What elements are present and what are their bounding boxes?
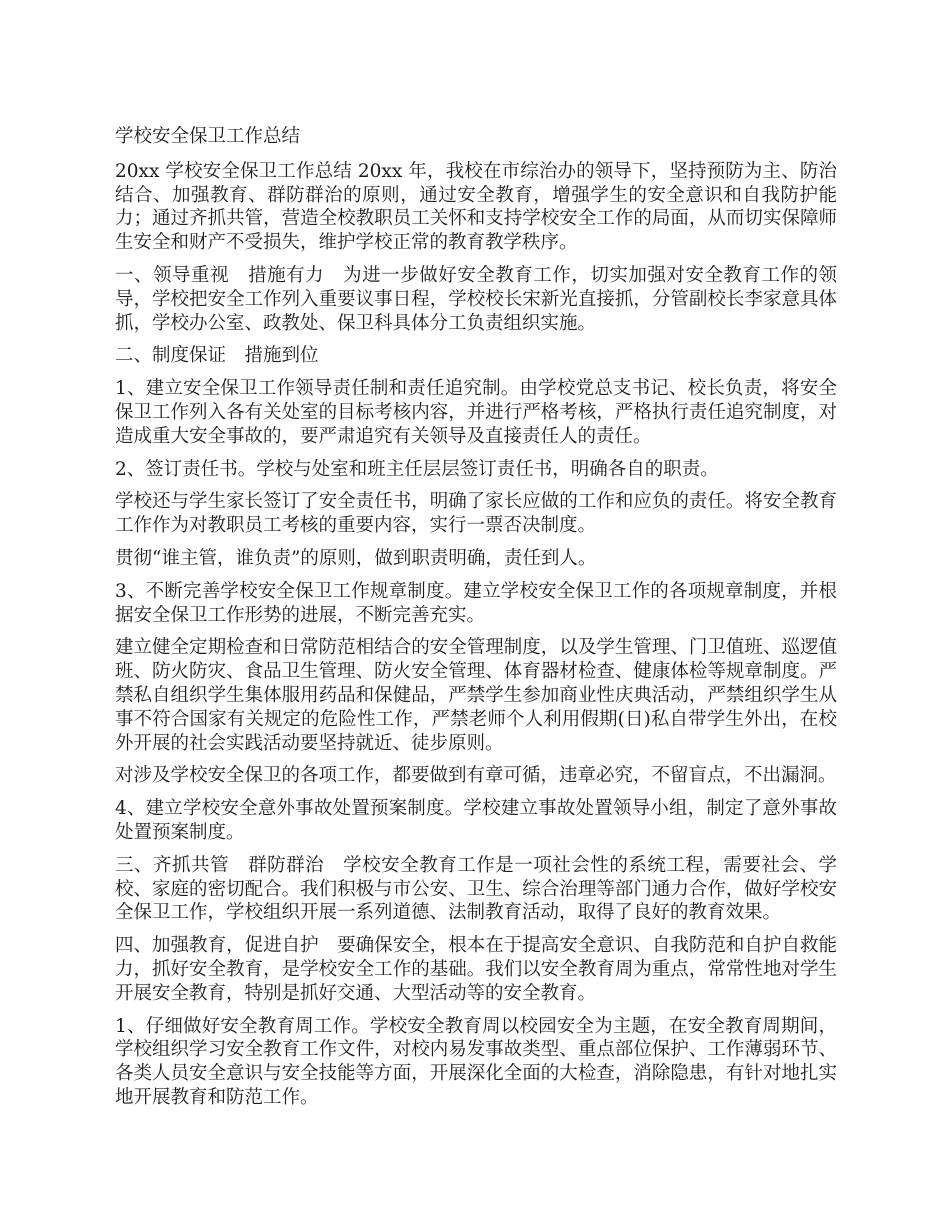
section-2-item-1: 1、建立安全保卫工作领导责任制和责任追究制。由学校党总支书记、校长负责，将安全保卫工作列入各有关处室的目标考核内容，并进行严格考核，严格执行责任追究制度，对造成重大安全事故的，要严肃追究有关领导及直接责任人的责任。 <box>115 378 837 447</box>
section-2-item-3: 3、不断完善学校安全保卫工作规章制度。建立学校安全保卫工作的各项规章制度，并根据安全保卫工作形势的进展，不断完善充实。 <box>115 580 837 626</box>
section-2-item-4: 4、建立学校安全意外事故处置预案制度。学校建立事故处置领导小组，制定了意外事故处置预案制度。 <box>115 798 837 843</box>
section-2-item-2-detail: 学校还与学生家长签订了安全责任书，明确了家长应做的工作和应负的责任。将安全教育工作作为对教职员工考核的重要内容，实行一票否决制度。 <box>115 491 837 537</box>
section-2-item-2: 2、签订责任书。学校与处室和班主任层层签订责任书，明确各自的职责。 <box>115 458 719 480</box>
document-title: 学校安全保卫工作总结 <box>115 126 301 147</box>
section-4-item-1: 1、仔细做好安全教育周工作。学校安全教育周以校园安全为主题，在安全教育周期间，学校组织学习安全教育工作文件，对校内易发事故类型、重点部位保护、工作薄弱环节、各类人员安全意识与安全技能等方面，开展深化全面的大检查，消除隐患，有针对地扎实地开展教育和防范工作。 <box>115 1015 837 1108</box>
section-1-paragraph: 一、领导重视 措施有力 为进一步做好安全教育工作，切实加强对安全教育工作的领导，学校把安全工作列入重要议事日程，学校校长宋新光直接抓，分管副校长李家意具体抓，学校办公室、政教处、保卫科具体分工负责组织实施。 <box>115 264 837 334</box>
section-3-paragraph: 三、齐抓共管 群防群治 学校安全教育工作是一项社会性的系统工程，需要社会、学校、家庭的密切配合。我们积极与市公安、卫生、综合治理等部门通力合作，做好学校安全保卫工作，学校组织开展一系列道德、法制教育活动，取得了良好的教育效果。 <box>115 854 837 924</box>
section-2-item-3-summary: 对涉及学校安全保卫的各项工作，都要做到有章可循，违章必究，不留盲点，不出漏洞。 <box>115 765 837 787</box>
intro-paragraph: 20xx 学校安全保卫工作总结 20xx 年，我校在市综治办的领导下，坚持预防为主、防治结合、加强教育、群防群治的原则，通过安全教育，增强学生的安全意识和自我防护能力；通过齐抓共管，营造全校教职员工关怀和支持学校安全工作的局面，从而切实保障师生安全和财产不受损失，维护学校正常的教育教学秩序。 <box>115 160 837 254</box>
document-page <box>115 125 837 1119</box>
section-4-paragraph: 四、加强教育，促进自护 要确保安全，根本在于提高安全意识、自我防范和自护自救能力，抓好安全教育，是学校安全工作的基础。我们以安全教育周为重点，常常性地对学生开展安全教育，特别是抓好交通、大型活动等的安全教育。 <box>115 935 837 1004</box>
section-2-item-3-detail: 建立健全定期检查和日常防范相结合的安全管理制度，以及学生管理、门卫值班、巡逻值班、防火防灾、食品卫生管理、防火安全管理、体育器材检查、健康体检等规章制度。严禁私自组织学生集体服用药品和保健品，严禁学生参加商业性庆典活动，严禁组织学生从事不符合国家有关规定的危险性工作，严禁老师个人利用假期(日)私自带学生外出，在校外开展的社会实践活动要坚持就近、徒步原则。 <box>115 637 837 754</box>
section-2-item-2-principle: 贯彻“谁主管，谁负责”的原则，做到职责明确，责任到人。 <box>115 547 597 569</box>
section-2-heading: 二、制度保证 措施到位 <box>115 345 319 367</box>
